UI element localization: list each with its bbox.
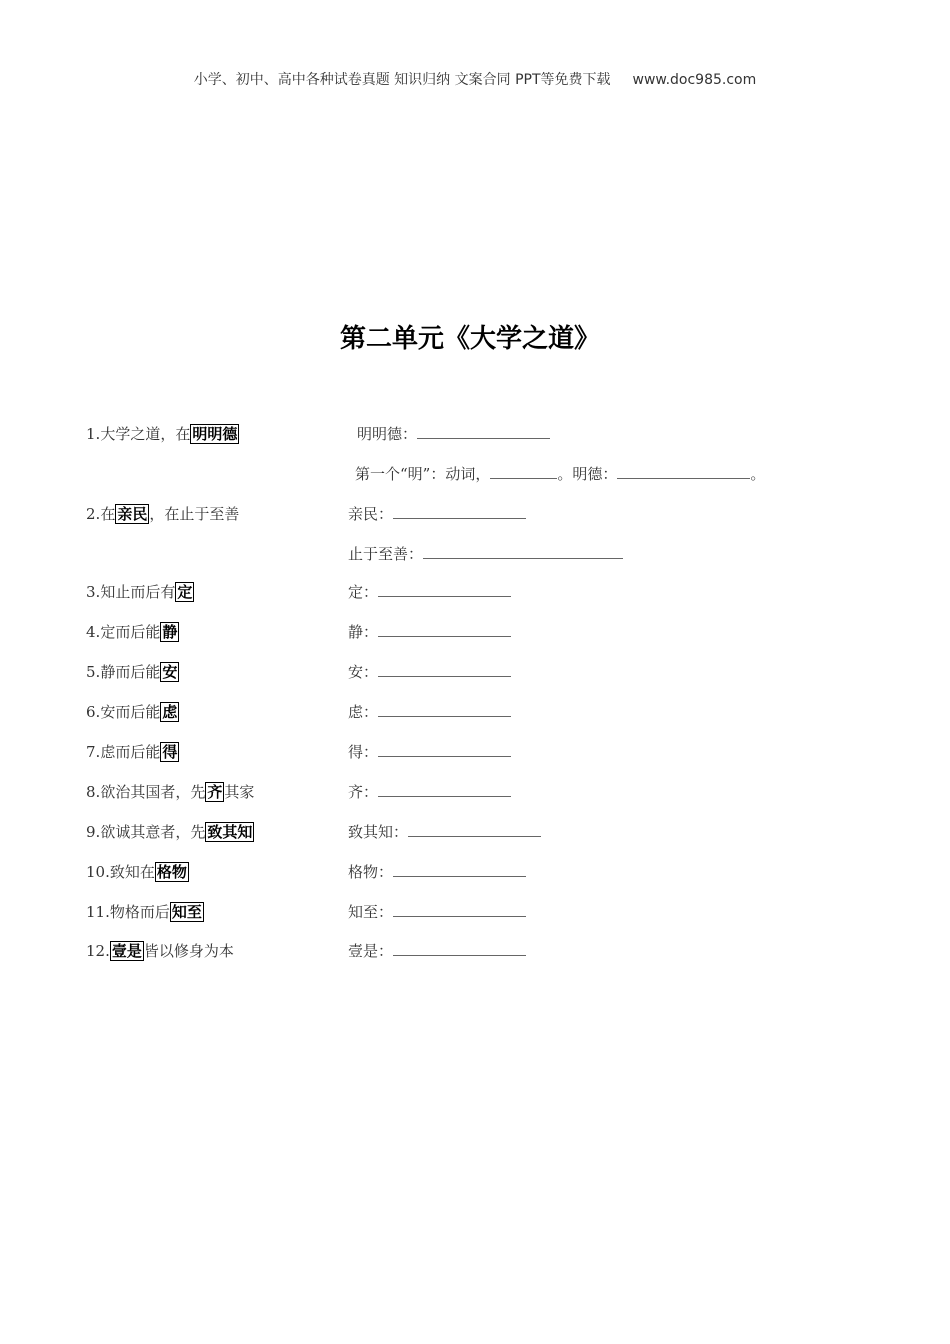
answer-row — [348, 861, 526, 883]
answer-label: 亲民： — [348, 505, 394, 523]
answer-label: 静： — [348, 623, 379, 641]
highlighted-term: 静 — [162, 623, 178, 641]
item-text: 皆以修身为本 — [143, 942, 234, 960]
item-number: 5. — [86, 663, 101, 681]
answer-label: 格物： — [348, 863, 394, 881]
list-item — [86, 581, 194, 603]
answer-row — [348, 543, 623, 565]
item-number: 1. — [86, 425, 101, 443]
item-number: 6. — [86, 703, 101, 721]
answer-label: 壹是： — [348, 942, 394, 960]
highlighted-term: 格物 — [156, 863, 187, 881]
answer-label: 致其知： — [348, 823, 409, 841]
highlighted-term: 亲民 — [117, 505, 148, 523]
list-item — [86, 503, 239, 525]
header-text: 小学、初中、高中各种试卷真题 知识归纳 文案合同 PPT等免费下载 — [193, 72, 611, 88]
answer-label: 。 — [750, 465, 766, 483]
list-item — [86, 821, 254, 843]
item-number: 10. — [86, 863, 110, 881]
answer-label: 虑： — [348, 703, 379, 721]
item-text: 欲诚其意者，先 — [100, 823, 206, 841]
item-text: 大学之道，在 — [100, 425, 191, 443]
answer-label: 止于至善： — [348, 545, 424, 563]
answer-label: 得： — [348, 743, 379, 761]
answer-row — [348, 661, 511, 683]
item-text: 在 — [100, 505, 116, 523]
highlighted-term: 得 — [162, 743, 178, 761]
answer-row — [355, 463, 765, 485]
answer-row — [348, 940, 526, 962]
item-text: 其家 — [224, 783, 255, 801]
answer-blank[interactable] — [393, 902, 526, 917]
item-number: 3. — [86, 583, 101, 601]
item-text: 物格而后 — [109, 903, 170, 921]
answer-label: 第一个“明”：动词， — [355, 465, 491, 483]
list-item — [86, 661, 179, 683]
answer-blank[interactable] — [408, 822, 541, 837]
answer-row — [357, 423, 550, 445]
list-item — [86, 781, 254, 803]
highlighted-term: 虑 — [162, 703, 178, 721]
item-text: 知止而后有 — [100, 583, 176, 601]
item-text: ，在止于至善 — [149, 505, 240, 523]
item-number: 2. — [86, 505, 101, 523]
list-item — [86, 701, 179, 723]
item-text: 定而后能 — [100, 623, 161, 641]
highlighted-term: 知至 — [171, 903, 202, 921]
item-number: 11. — [86, 903, 110, 921]
answer-row — [348, 701, 511, 723]
answer-blank[interactable] — [417, 424, 550, 439]
answer-label: 。明德： — [557, 465, 618, 483]
answer-blank[interactable] — [378, 702, 511, 717]
list-item — [86, 940, 234, 962]
page-title: 第二单元《大学之道》 — [339, 324, 600, 354]
list-item — [86, 741, 179, 763]
item-text: 静而后能 — [100, 663, 161, 681]
answer-blank[interactable] — [378, 782, 511, 797]
list-item — [86, 423, 239, 445]
answer-blank[interactable] — [378, 622, 511, 637]
highlighted-term: 安 — [162, 663, 178, 681]
item-number: 9. — [86, 823, 101, 841]
highlighted-term: 齐 — [207, 783, 223, 801]
answer-row — [348, 581, 511, 603]
list-item — [86, 621, 179, 643]
answer-blank[interactable] — [423, 544, 623, 559]
answer-row — [348, 901, 526, 923]
answer-row — [348, 741, 511, 763]
item-text: 致知在 — [109, 863, 155, 881]
answer-blank[interactable] — [378, 742, 511, 757]
answer-label: 安： — [348, 663, 379, 681]
answer-blank[interactable] — [490, 464, 557, 479]
highlighted-term: 致其知 — [207, 823, 253, 841]
answer-row — [348, 621, 511, 643]
answer-row — [348, 503, 526, 525]
item-number: 7. — [86, 743, 101, 761]
answer-label: 知至： — [348, 903, 394, 921]
item-text: 虑而后能 — [100, 743, 161, 761]
answer-label: 定： — [348, 583, 379, 601]
highlighted-term: 壹是 — [111, 942, 142, 960]
item-number: 12. — [86, 942, 110, 960]
answer-blank[interactable] — [393, 504, 526, 519]
answer-blank[interactable] — [393, 941, 526, 956]
answer-label: 明明德： — [357, 425, 418, 443]
answer-label: 齐： — [348, 783, 379, 801]
answer-row — [348, 821, 541, 843]
answer-row — [348, 781, 511, 803]
header-site: www.doc985.com — [632, 72, 757, 88]
answer-blank[interactable] — [393, 862, 526, 877]
answer-blank[interactable] — [378, 662, 511, 677]
item-number: 4. — [86, 623, 101, 641]
highlighted-term: 明明德 — [192, 425, 238, 443]
answer-blank[interactable] — [378, 582, 511, 597]
list-item — [86, 861, 189, 883]
list-item — [86, 901, 204, 923]
item-text: 欲治其国者，先 — [100, 783, 206, 801]
answer-blank[interactable] — [617, 464, 750, 479]
item-text: 安而后能 — [100, 703, 161, 721]
page-header — [0, 69, 950, 89]
item-number: 8. — [86, 783, 101, 801]
highlighted-term: 定 — [177, 583, 193, 601]
